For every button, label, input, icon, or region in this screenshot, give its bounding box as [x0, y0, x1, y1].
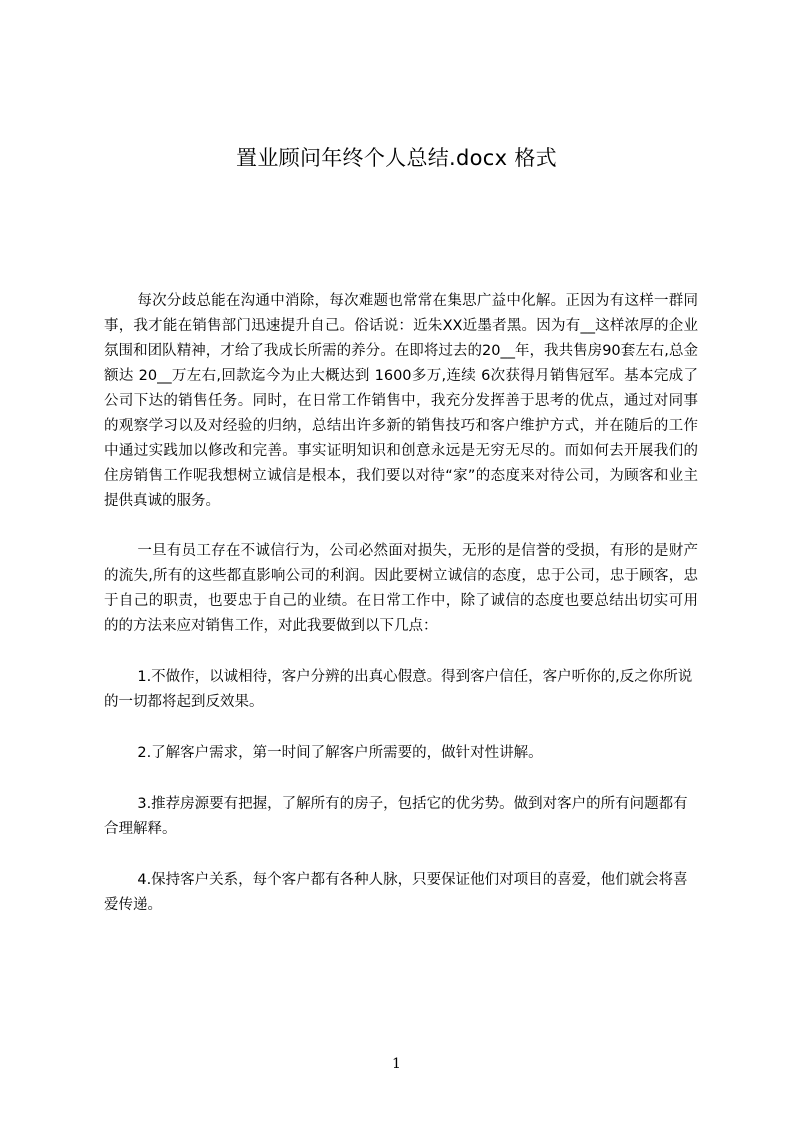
paragraph-spacer [104, 842, 698, 868]
document-body [104, 289, 698, 918]
paragraph-sales-summary: 每次分歧总能在沟通中消除，每次难题也常常在集思广益中化解。正因为有这样一群同事，我才能在销售部门迅速提升自己。俗话说：近朱XX近墨者黑。因为有__这样浓厚的企业氛围和团队精神，才给了我成长所需的养分。在即将过去的20__年，我共售房90套左右,总金额达 20__万左右,回款迄今为止大概达到 1600多万,连续 6次获得月销售冠军。基本完成了公司下达的销售任务。同时，在日常工作销售中，我充分发挥善于思考的优点，通过对同事的观察学习以及对经验的归纳，总结出许多新的销售技巧和客户维护方式，并在随后的工作中通过实践加以修改和完善。事实证明知识和创意永远是无穷无尽的。而如何去开展我们的住房销售工作呢我想树立诚信是根本，我们要以对待“家”的态度来对待公司，为顾客和业主提供真诚的服务。 [104, 293, 698, 509]
paragraph-spacer [104, 514, 698, 539]
paragraph-spacer [104, 639, 698, 665]
document-title: 置业顾问年终个人总结.docx 格式 [236, 146, 557, 170]
list-item-4: 4.保持客户关系，每个客户都有各种人脉，只要保证他们对项目的喜爱，他们就会将喜爱传递。 [104, 872, 688, 913]
list-item-1: 1.不做作，以诚相待，客户分辨的出真心假意。得到客户信任，客户听你的,反之你所说的一切都将起到反效果。 [104, 669, 693, 710]
paragraph-spacer [104, 766, 698, 792]
page-number: 1 [392, 1056, 401, 1072]
list-item-3: 3.推荐房源要有把握，了解所有的房子，包括它的优劣势。做到对客户的所有问题都有合理解释。 [104, 796, 688, 837]
paragraph-spacer [104, 715, 698, 741]
list-item-2: 2.了解客户需求，第一时间了解客户所需要的，做针对性讲解。 [137, 745, 543, 761]
paragraph-integrity: 一旦有员工存在不诚信行为，公司必然面对损失，无形的是信誉的受损，有形的是财产的流失,所有的这些都直影响公司的利润。因此要树立诚信的态度，忠于公司，忠于顾客，忠于自己的职责，也要忠于自己的业绩。在日常工作中，除了诚信的态度也要总结出切实可用的的方法来应对销售工作，对此我要做到以下几点： [104, 543, 698, 634]
